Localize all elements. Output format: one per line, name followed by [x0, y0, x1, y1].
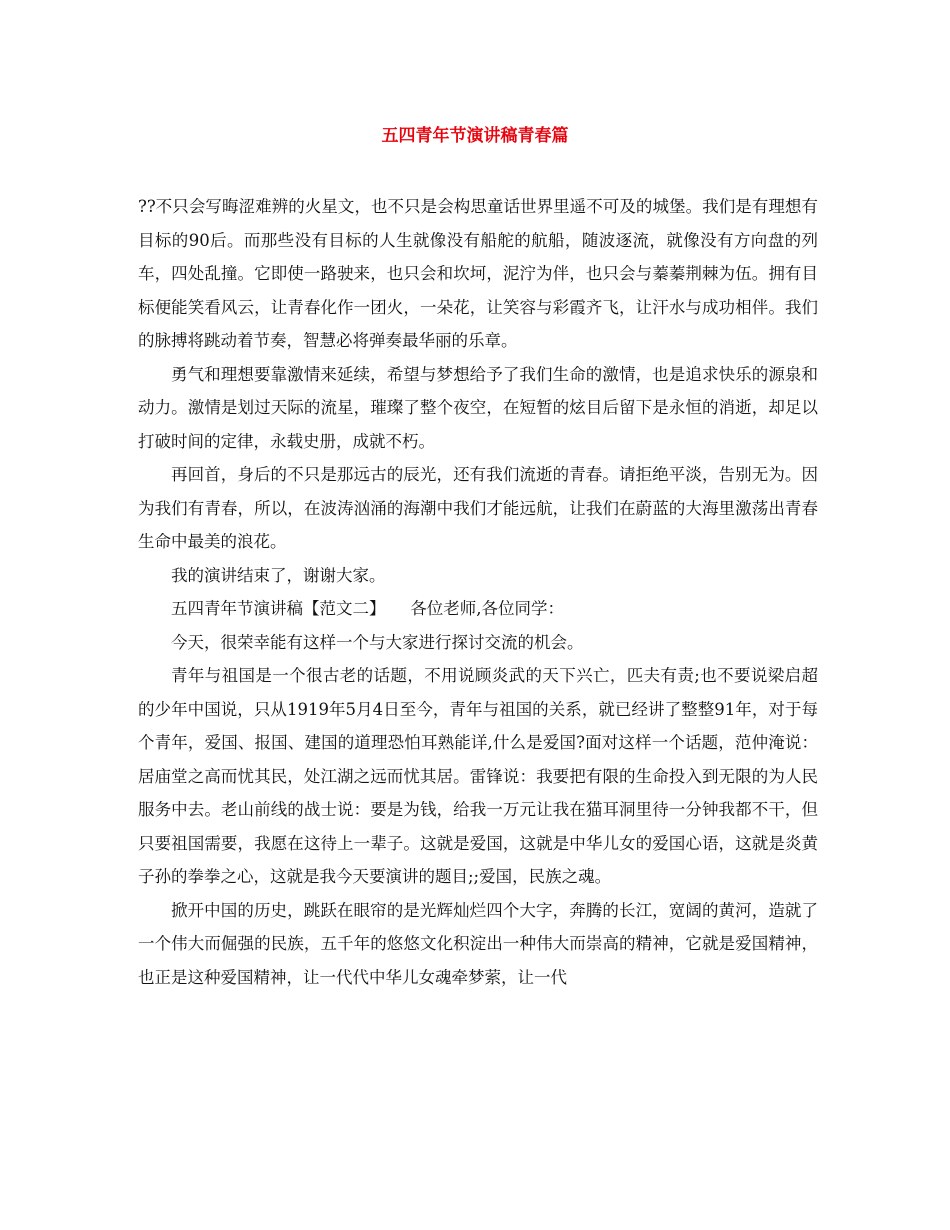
- paragraph-5: 五四青年节演讲稿【范文二】 各位老师,各位同学：: [171, 599, 564, 618]
- page-title: 五四青年节演讲稿青春篇: [381, 126, 569, 146]
- paragraph-2: 勇气和理想要靠激情来延续，希望与梦想给予了我们生命的激情，也是追求快乐的源泉和动力。激情是划过天际的流星，璀璨了整个夜空，在短暂的炫目后留下是永恒的消逝，却足以打破时间的定律，永载史册，成就不朽。: [138, 364, 818, 451]
- document-body: [138, 190, 818, 994]
- paragraph-3: 再回首，身后的不只是那远古的辰光，还有我们流逝的青春。请拒绝平淡，告别无为。因为我们有青春，所以，在波涛汹涌的海潮中我们才能远航，让我们在蔚蓝的大海里激荡出青春生命中最美的浪花。: [138, 465, 818, 551]
- paragraph-6: 今天，很荣幸能有这样一个与大家进行探讨交流的机会。: [171, 632, 584, 652]
- paragraph-7: 青年与祖国是一个很古老的话题，不用说顾炎武的天下兴亡，匹夫有责;也不要说梁启超的少年中国说，只从1919年5月4日至今，青年与祖国的关系，就已经讲了整整91年，对于每个青年，爱国、报国、建国的道理恐怕耳熟能详,什么是爱国?面对这样一个话题，范仲淹说：居庙堂之高而忧其民，处江湖之远而忧其居。雷锋说：我要把有限的生命投入到无限的为人民服务中去。老山前线的战士说：要是为钱，给我一万元让我在猫耳洞里待一分钟我都不干，但只要祖国需要，我愿在这待上一辈子。这就是爱国，这就是中华儿女的爱国心语，这就是炎黄子孙的拳拳之心，这就是我今天要演讲的题目;;爱国，民族之魂。: [138, 666, 818, 886]
- paragraph-1: ??不只会写晦涩难辨的火星文，也不只是会构思童话世界里遥不可及的城堡。我们是有理想有目标的90后。而那些没有目标的人生就像没有船舵的航船，随波逐流，就像没有方向盘的列车，四处乱撞。它即使一路驶来，也只会和坎坷，泥泞为伴，也只会与蓁蓁荆棘为伍。拥有目标便能笑看风云，让青春化作一团火，一朵花，让笑容与彩霞齐飞，让汗水与成功相伴。我们的脉搏将跳动着节奏，智慧必将弹奏最华丽的乐章。: [138, 197, 818, 350]
- paragraph-4: 我的演讲结束了，谢谢大家。: [171, 565, 386, 585]
- paragraph-8: 掀开中国的历史，跳跃在眼帘的是光辉灿烂四个大字，奔腾的长江，宽阔的黄河，造就了一个伟大而倔强的民族，五千年的悠悠文化积淀出一种伟大而崇高的精神，它就是爱国精神，也正是这种爱国精神，让一代代中华儿女魂牵梦萦，让一代: [138, 900, 818, 987]
